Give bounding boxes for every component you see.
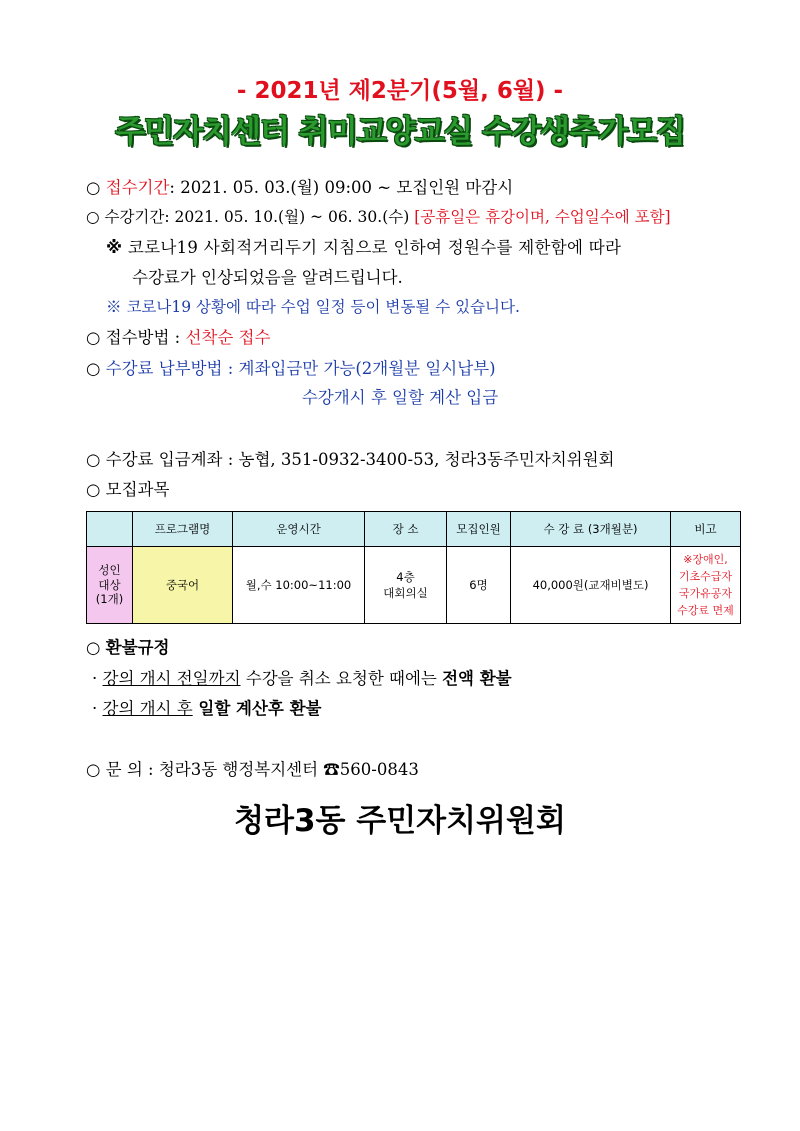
covid-notice-2-text: 코로나19 상황에 따라 수업 일정 등이 변동될 수 있습니다.	[126, 298, 520, 316]
reception-period-label: 접수기간	[105, 178, 170, 197]
subjects	[86, 482, 169, 499]
refund-rule-1	[92, 671, 512, 688]
place-line: 대회의실	[383, 586, 428, 600]
covid-notice-1-line1: 코로나19 사회적거리두기 지침으로 인하여 정원수를 제한함에 따라	[127, 238, 622, 257]
time-cell: 월,수 10:00~11:00	[233, 547, 365, 624]
table-row	[87, 547, 741, 624]
course-period-note: [공휴일은 휴강이며, 수업일수에 포함]	[414, 208, 671, 226]
refund-rule-2	[92, 701, 322, 718]
course-table	[86, 511, 741, 624]
note-line: 수강료 면제	[677, 604, 734, 618]
refund-rule-2-underlined: 강의 개시 후	[102, 699, 193, 718]
refund-rule-2-bold: 일할 계산후 환불	[192, 699, 322, 718]
table-header-cell: 수 강 료 (3개월분)	[511, 512, 671, 547]
bullet-circle: ○	[86, 359, 101, 378]
table-header-row	[87, 512, 741, 547]
bank-account	[86, 452, 614, 469]
covid-notice-1	[106, 240, 621, 257]
inquiry-value: 청라3동 행정복지센터 ☎560-0843	[158, 760, 419, 779]
reference-mark: ※	[106, 238, 123, 257]
table-header-cell: 장 소	[365, 512, 447, 547]
note-line: 기초수급자	[678, 569, 733, 583]
bullet-circle: ○	[86, 450, 101, 469]
fee-cell: 40,000원(교재비별도)	[511, 547, 671, 624]
refund-label: 환불규정	[105, 638, 170, 657]
payment-method	[86, 361, 496, 378]
refund-rule-1-bold: 전액 환불	[442, 669, 512, 688]
page-title: 주민자치센터 취미교양교실 수강생추가모집	[115, 114, 685, 150]
target-line: 성인	[98, 563, 121, 578]
target-line: (1개)	[95, 592, 124, 607]
capacity-cell: 6명	[447, 547, 511, 624]
subjects-label: 모집과목	[105, 480, 170, 499]
note-line: ※장애인,	[683, 552, 728, 566]
payment-method-label: 수강료 납부방법 :	[105, 359, 239, 378]
reception-method-label: 접수방법 :	[105, 328, 186, 347]
course-period-label: 수강기간	[104, 208, 165, 226]
refund-heading	[86, 640, 169, 657]
table-header-cell	[87, 512, 133, 547]
bullet-circle: ○	[86, 328, 101, 347]
covid-notice-1-line2: 수강료가 인상되었음을 알려드립니다.	[132, 268, 403, 287]
refund-rule-1-middle: 수강을 취소 요청한 때에는	[240, 669, 443, 688]
course-period	[86, 210, 671, 226]
bank-account-text: 수강료 입금계좌 : 농협, 351-0932-3400-53, 청라3동주민자치위원회	[105, 450, 615, 469]
table-header-cell: 운영시간	[233, 512, 365, 547]
reference-mark: ※	[106, 298, 122, 316]
reception-method-value: 선착순 접수	[185, 328, 271, 347]
table-header-cell: 모집인원	[447, 512, 511, 547]
reception-period-value: : 2021. 05. 03.(월) 09:00 ~ 모집인원 마감시	[169, 178, 514, 197]
bullet-circle: ○	[86, 208, 100, 226]
organization-name: 청라3동 주민자치위원회	[234, 803, 566, 839]
reception-period	[86, 180, 513, 197]
inquiry-label: 문 의 :	[105, 760, 159, 779]
reception-method	[86, 330, 270, 347]
bullet-circle: ○	[86, 178, 101, 197]
program-cell: 중국어	[133, 547, 233, 624]
target-line: 대상	[98, 577, 121, 592]
place-line: 4층	[396, 570, 415, 584]
table-header-cell: 프로그램명	[133, 512, 233, 547]
bullet-circle: ○	[86, 760, 101, 779]
refund-rule-1-underlined: 강의 개시 전일까지	[102, 669, 241, 688]
page-subtitle: - 2021년 제2분기(5월, 6월) -	[236, 78, 564, 104]
bullet-circle: ○	[86, 638, 101, 657]
note-line: 국가유공자	[678, 587, 733, 600]
inquiry	[86, 762, 419, 779]
dot: ·	[92, 699, 98, 718]
payment-method-line2: 수강개시 후 일할 계산 입금	[301, 388, 499, 407]
place-cell	[365, 547, 447, 624]
course-period-value: : 2021. 05. 10.(월) ~ 06. 30.(수)	[164, 208, 410, 226]
target-cell	[87, 547, 133, 624]
dot: ·	[92, 669, 98, 688]
note-cell	[671, 547, 741, 624]
payment-method-value: 계좌입금만 가능(2개월분 일시납부)	[238, 359, 496, 378]
table-header-cell: 비고	[671, 512, 741, 547]
bullet-circle: ○	[86, 480, 101, 499]
covid-notice-2	[106, 300, 520, 316]
